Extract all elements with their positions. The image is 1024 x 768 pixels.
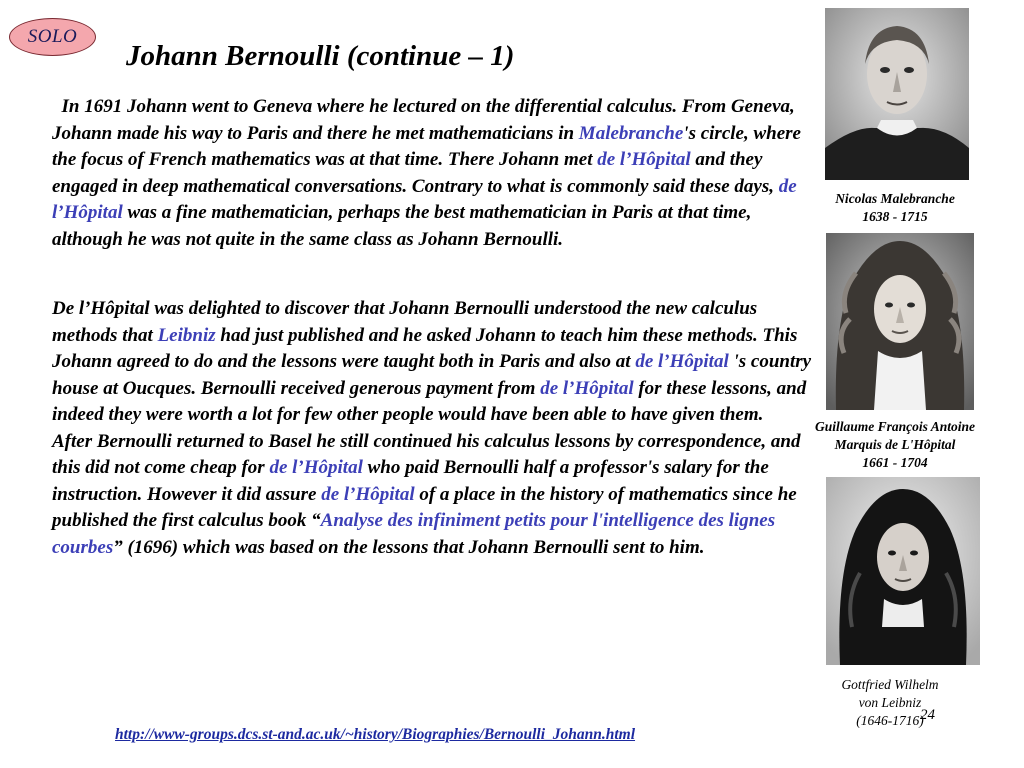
portrait-malebranche	[825, 8, 969, 180]
text-segment: for these lessons, and indeed they were worth a lot for few other people would have been able to have given them.	[52, 377, 807, 425]
link-de-lhopital[interactable]: de l’Hôpital	[635, 351, 729, 372]
portrait-leibniz	[826, 477, 980, 665]
link-de-lhopital[interactable]: de l’Hôpital	[597, 149, 691, 170]
caption-de-lhopital	[770, 418, 1020, 472]
badge-label: SOLO	[27, 26, 78, 47]
link-de-lhopital[interactable]: de l’Hôpital	[269, 457, 363, 478]
text-segment: was a fine mathematician, perhaps the best mathematician in Paris at that time, although he was not quite in the same class as Johann Bernoulli.	[52, 202, 752, 250]
caption-leibniz	[820, 676, 960, 730]
link-leibniz[interactable]: Leibniz	[157, 324, 216, 346]
link-de-lhopital[interactable]: de l’Hôpital	[321, 483, 415, 505]
slide-title: Johann Bernoulli (continue – 1)	[126, 40, 515, 72]
text-segment: ” (1696) which was based on the lessons that Johann Bernoulli sent to him.	[113, 536, 705, 558]
caption-name-line1: Gottfried Wilhelm	[841, 677, 939, 692]
text-segment: 's country house at Oucques. Bernoulli received generous payment from	[52, 351, 812, 399]
paragraph-lessons	[52, 296, 814, 561]
page-number: 24	[920, 707, 935, 723]
caption-name: Nicolas Malebranche	[835, 191, 955, 206]
paragraph-geneva-paris	[52, 94, 814, 253]
text-segment: and they engaged in deep mathematical conversations. Contrary to what is commonly said these days,	[52, 149, 779, 197]
caption-dates: 1661 - 1704	[862, 455, 928, 470]
portrait-de-lhopital	[826, 233, 974, 410]
text-segment: De l’Hôpital was delighted to discover that Johann Bernoulli understood the new calculus methods that	[52, 298, 758, 346]
link-analyse-book[interactable]: Analyse des infiniment petits pour l'intelligence des lignes courbes	[52, 510, 776, 558]
source-url-link[interactable]: http://www-groups.dcs.st-and.ac.uk/~history/Biographies/Bernoulli_Johann.html	[115, 726, 636, 743]
text-segment: 's circle, where the focus of French mathematics was at that time. There Johann met	[52, 122, 801, 170]
caption-name-line2: von Leibniz	[858, 695, 922, 710]
caption-name-line1: Guillaume François Antoine	[814, 419, 976, 434]
caption-dates: 1638 - 1715	[862, 209, 928, 224]
caption-malebranche	[810, 190, 980, 226]
text-segment: of a place in the history of mathematics since he published the first calculus book “	[52, 483, 797, 531]
caption-dates: (1646-1716)	[856, 713, 924, 728]
text-segment: After Bernoulli returned to Basel he still continued his calculus lessons by correspondence, and this did not come cheap for	[52, 430, 801, 478]
caption-name-line2: Marquis de L'Hôpital	[834, 437, 956, 452]
link-de-lhopital[interactable]: de l’Hôpital	[540, 377, 634, 399]
link-malebranche[interactable]: Malebranche	[578, 122, 684, 144]
text-segment: who paid Bernoulli half a professor's salary for the instruction. However it did assure	[52, 457, 769, 505]
text-segment: had just published and he asked Johann to teach him these methods. This Johann agreed to do and the lessons were taught both in Paris and also at	[52, 324, 798, 372]
solo-badge	[9, 18, 96, 56]
text-segment: In 1691 Johann went to Geneva where he lectured on the differential calculus. From Geneva, Johann made his way to Paris and there he met mathematicians in	[52, 96, 795, 144]
link-de-lhopital[interactable]: de l’Hôpital	[52, 175, 797, 223]
